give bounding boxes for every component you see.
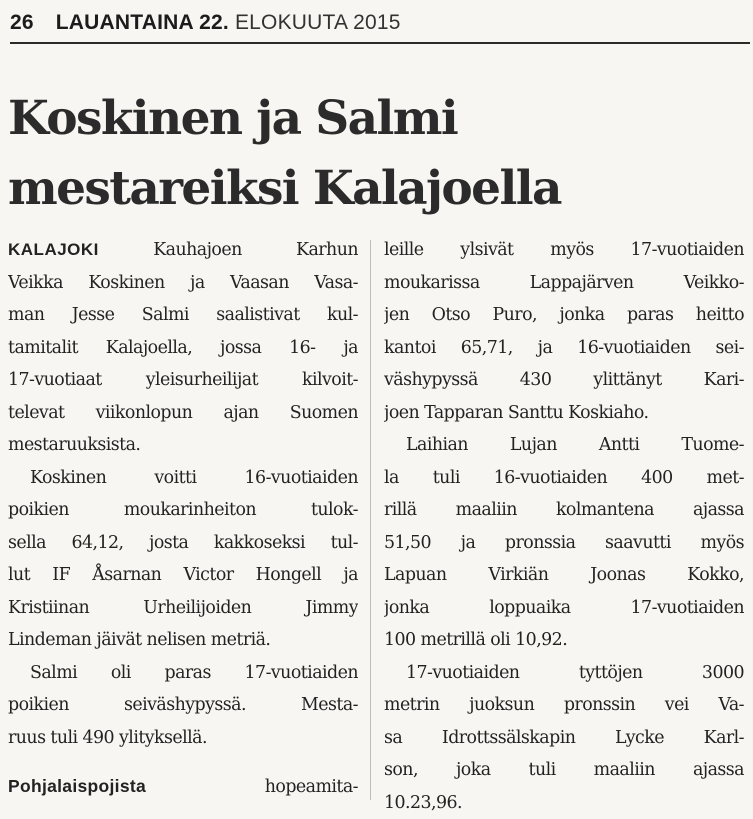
body-line: Lindeman jäivät nelisen metriä. — [8, 624, 358, 657]
body-line: Pohjalaispojista hopeamita- — [8, 770, 358, 804]
body-line: kantoi 65,71, ja 16-vuotiaiden sei- — [384, 332, 744, 365]
body-line: jonka loppuaika 17-vuotiaiden — [384, 592, 744, 625]
body-line: son, joka tuli maaliin ajassa — [384, 754, 744, 787]
headline-line-1: Koskinen ja Salmi — [8, 84, 748, 154]
body-line: metrin juoksun pronssin vei Va- — [384, 689, 744, 722]
article-column-left — [8, 234, 358, 804]
body-line: KALAJOKI Kauhajoen Karhun — [8, 234, 358, 267]
body-line: 100 metrillä oli 10,92. — [384, 624, 744, 657]
article-column-right — [384, 234, 744, 819]
body-line: rillä maaliin kolmantena ajassa — [384, 494, 744, 527]
dateline: KALAJOKI — [8, 240, 99, 259]
article-headline — [8, 84, 748, 224]
body-line: lut IF Åsarnan Victor Hongell ja — [8, 559, 358, 592]
body-line: moukarissa Lappajärven Veikko- — [384, 267, 744, 300]
body-line: Salmi oli paras 17-vuotiaiden — [8, 657, 358, 690]
page-header — [10, 10, 743, 36]
headline-line-2: mestareiksi Kalajoella — [8, 154, 748, 224]
body-line: Laihian Lujan Antti Tuome- — [384, 429, 744, 462]
body-line: televat viikonlopun ajan Suomen — [8, 397, 358, 430]
subhead: Pohjalaispojista — [8, 776, 146, 796]
body-line: leille ylsivät myös 17-vuotiaiden — [384, 234, 744, 267]
body-line: ruus tuli 490 ylityksellä. — [8, 722, 358, 755]
body-line: Kristiinan Urheilijoiden Jimmy — [8, 592, 358, 625]
header-date: LAUANTAINA 22. — [56, 11, 229, 34]
column-divider — [370, 240, 371, 800]
body-line: man Jesse Salmi saalistivat kul- — [8, 299, 358, 332]
paragraph-gap — [8, 754, 358, 770]
body-line: la tuli 16-vuotiaiden 400 met- — [384, 462, 744, 495]
body-line: mestaruuksista. — [8, 429, 358, 462]
body-line: poikien seiväshypyssä. Mesta- — [8, 689, 358, 722]
body-line: jen Otso Puro, jonka paras heitto — [384, 299, 744, 332]
body-line: sella 64,12, josta kakkoseksi tul- — [8, 527, 358, 560]
page-number: 26 — [10, 11, 34, 34]
body-line: 17-vuotiaat yleisurheilijat kilvoit- — [8, 364, 358, 397]
body-line: joen Tapparan Santtu Koskiaho. — [384, 397, 744, 430]
body-line: tamitalit Kalajoella, jossa 16- ja — [8, 332, 358, 365]
body-line: 17-vuotiaiden tyttöjen 3000 — [384, 657, 744, 690]
body-line: Veikka Koskinen ja Vaasan Vasa- — [8, 267, 358, 300]
body-line: 51,50 ja pronssia saavutti myös — [384, 527, 744, 560]
body-line: sa Idrottssälskapin Lycke Karl- — [384, 722, 744, 755]
header-rule — [10, 42, 750, 44]
header-month-year: ELOKUUTA 2015 — [235, 11, 401, 34]
body-line: Lapuan Virkiän Joonas Kokko, — [384, 559, 744, 592]
body-line: poikien moukarinheiton tulok- — [8, 494, 358, 527]
body-line: Koskinen voitti 16-vuotiaiden — [8, 462, 358, 495]
body-line: väshypyssä 430 ylittänyt Kari- — [384, 364, 744, 397]
body-line: 10.23,96. — [384, 787, 744, 819]
